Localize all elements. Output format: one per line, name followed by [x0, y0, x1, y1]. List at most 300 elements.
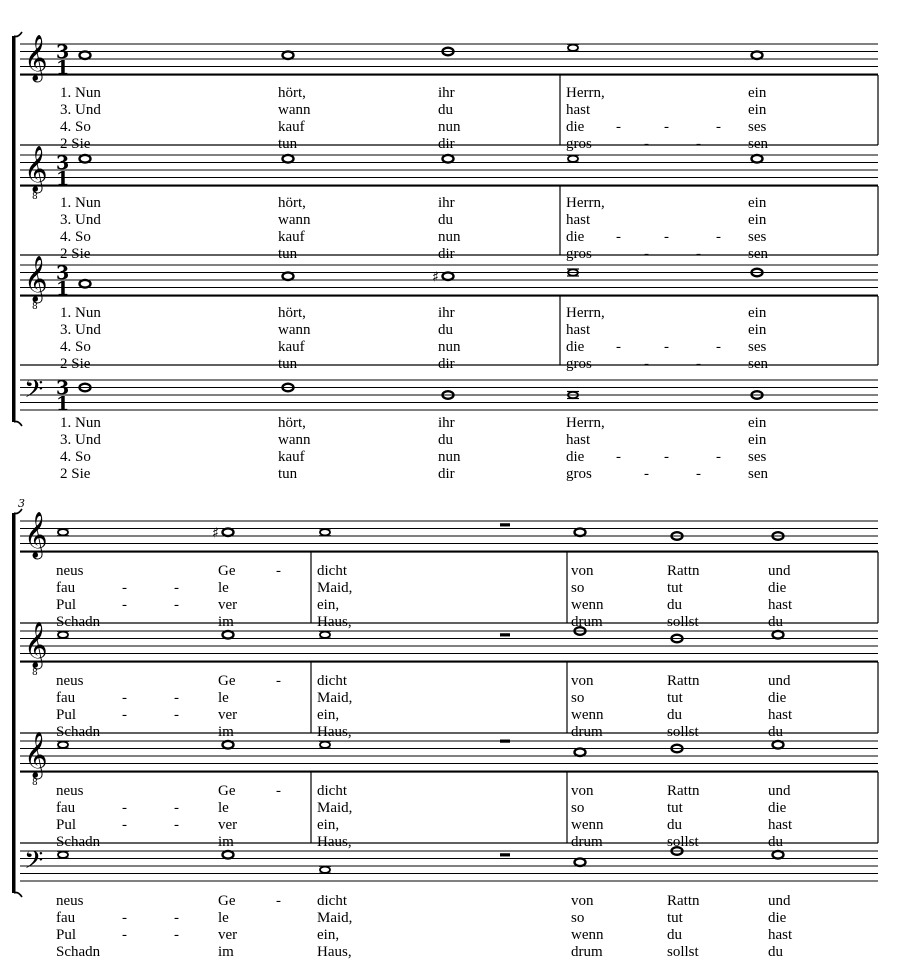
- lyric-syllable: wann: [278, 322, 311, 338]
- lyric-syllable: im: [218, 614, 234, 630]
- lyric-syllable: Pul: [56, 707, 77, 723]
- treble-clef-icon: 𝄞: [24, 256, 48, 302]
- whole-note: [752, 51, 763, 59]
- notehead: [443, 272, 454, 280]
- lyric-syllable: 1. Nun: [60, 85, 101, 101]
- lyric-syllable: Pul: [56, 817, 77, 833]
- lyric-syllable: wann: [278, 212, 311, 228]
- lyric-syllable: gros: [566, 136, 592, 152]
- breve-note: [319, 631, 331, 638]
- notehead: [568, 45, 578, 51]
- notehead: [80, 155, 91, 163]
- lyric-syllable: ses: [748, 449, 767, 465]
- breve-note: [567, 44, 579, 51]
- lyric-syllable: 3. Und: [60, 212, 101, 228]
- lyric-syllable: die: [566, 229, 585, 245]
- staff-8: [20, 851, 878, 881]
- time-signature-numerator: 3: [56, 152, 70, 174]
- lyric-hyphen: -: [174, 910, 179, 926]
- lyric-syllable: Schadn: [56, 614, 101, 630]
- lyric-hyphen: -: [664, 119, 669, 135]
- whole-note: [575, 528, 586, 536]
- lyric-syllable: die: [768, 910, 787, 926]
- sharp-icon: ♯: [432, 269, 439, 286]
- time-signature-denominator: 1: [56, 57, 70, 79]
- notehead: [283, 155, 294, 163]
- lyric-syllable: ihr: [438, 305, 455, 321]
- lyric-syllable: du: [667, 817, 682, 833]
- lyric-syllable: sen: [748, 136, 768, 152]
- lyric-syllable: dir: [438, 246, 455, 262]
- lyric-syllable: 2 Sie: [60, 136, 91, 152]
- lyric-syllable: ver: [218, 927, 238, 943]
- whole-note: [80, 155, 91, 163]
- whole-note: [283, 51, 294, 59]
- whole-note: [773, 631, 784, 639]
- lyric-syllable: fau: [56, 910, 76, 926]
- lyric-syllable: du: [768, 724, 783, 740]
- lyric-syllable: 3. Und: [60, 102, 101, 118]
- lyric-hyphen: -: [644, 136, 649, 152]
- lyric-syllable: tut: [667, 910, 683, 926]
- treble-clef-icon: 𝄞: [24, 622, 48, 668]
- lyric-syllable: Maid,: [317, 690, 353, 706]
- lyric-syllable: Rattn: [667, 673, 700, 689]
- notehead: [320, 529, 330, 535]
- lyric-hyphen: -: [616, 229, 621, 245]
- lyric-syllable: du: [768, 944, 783, 960]
- whole-rest: [500, 633, 510, 636]
- whole-note: [752, 155, 763, 163]
- system-bracket: [12, 36, 16, 422]
- lyric-syllable: so: [571, 690, 585, 706]
- lyric-syllable: neus: [56, 673, 84, 689]
- lyric-syllable: von: [571, 893, 594, 909]
- notehead: [283, 51, 294, 59]
- lyric-syllable: Herrn,: [566, 195, 605, 211]
- notehead: [320, 632, 330, 638]
- lyric-hyphen: -: [122, 800, 127, 816]
- lyric-syllable: hört,: [278, 85, 306, 101]
- lyric-hyphen: -: [716, 449, 721, 465]
- time-signature: [56, 377, 69, 415]
- notehead: [575, 858, 586, 866]
- lyric-syllable: so: [571, 800, 585, 816]
- lyric-hyphen: -: [696, 466, 701, 482]
- lyric-syllable: wann: [278, 102, 311, 118]
- lyric-syllable: le: [218, 910, 229, 926]
- lyric-syllable: sollst: [667, 724, 699, 740]
- lyric-hyphen: -: [616, 449, 621, 465]
- lyric-syllable: ein: [748, 305, 767, 321]
- breve-note: [567, 155, 579, 162]
- lyric-syllable: Rattn: [667, 563, 700, 579]
- lyric-hyphen: -: [276, 563, 281, 579]
- lyric-syllable: und: [768, 893, 791, 909]
- lyric-hyphen: -: [696, 246, 701, 262]
- lyric-syllable: 4. So: [60, 229, 91, 245]
- octave-eight-icon: 8: [32, 302, 38, 312]
- whole-note: [223, 631, 234, 639]
- lyric-hyphen: -: [174, 817, 179, 833]
- lyric-hyphen: -: [644, 246, 649, 262]
- lyric-syllable: von: [571, 783, 594, 799]
- lyric-syllable: von: [571, 563, 594, 579]
- lyric-hyphen: -: [174, 707, 179, 723]
- lyric-syllable: ein,: [317, 707, 340, 723]
- lyric-syllable: ein: [748, 432, 767, 448]
- whole-rest: [500, 853, 510, 856]
- lyric-syllable: und: [768, 673, 791, 689]
- whole-note: [223, 851, 234, 859]
- lyric-syllable: ein: [748, 195, 767, 211]
- staff-6: [20, 631, 878, 661]
- lyric-hyphen: -: [716, 119, 721, 135]
- lyric-syllable: hast: [768, 817, 793, 833]
- lyric-syllable: die: [566, 119, 585, 135]
- notehead: [58, 529, 68, 535]
- time-signature-numerator: 3: [56, 377, 70, 399]
- notehead: [320, 742, 330, 748]
- lyric-syllable: du: [438, 212, 453, 228]
- lyric-syllable: fau: [56, 800, 76, 816]
- lyric-hyphen: -: [716, 339, 721, 355]
- lyric-hyphen: -: [664, 449, 669, 465]
- bass-clef-icon: 𝄢: [24, 375, 44, 410]
- lyric-hyphen: -: [174, 690, 179, 706]
- treble-clef-icon: 𝄞: [24, 512, 48, 558]
- lyric-syllable: wenn: [571, 707, 604, 723]
- lyric-syllable: sen: [748, 356, 768, 372]
- lyric-syllable: hast: [768, 597, 793, 613]
- lyric-syllable: neus: [56, 563, 84, 579]
- lyric-syllable: du: [438, 322, 453, 338]
- lyric-syllable: dir: [438, 136, 455, 152]
- notehead: [568, 156, 578, 162]
- lyric-hyphen: -: [616, 119, 621, 135]
- system-1: [12, 32, 22, 426]
- lyric-syllable: hast: [566, 322, 591, 338]
- lyric-syllable: neus: [56, 783, 84, 799]
- lyric-syllable: nun: [438, 449, 461, 465]
- lyric-syllable: fau: [56, 580, 76, 596]
- lyric-syllable: Herrn,: [566, 305, 605, 321]
- breve-note: [57, 631, 69, 638]
- lyric-hyphen: -: [122, 817, 127, 833]
- lyric-hyphen: -: [122, 910, 127, 926]
- lyric-syllable: von: [571, 673, 594, 689]
- lyric-syllable: im: [218, 724, 234, 740]
- lyric-syllable: neus: [56, 893, 84, 909]
- lyric-syllable: Ge: [218, 783, 236, 799]
- lyric-syllable: ses: [748, 339, 767, 355]
- lyric-syllable: 1. Nun: [60, 415, 101, 431]
- lyric-syllable: die: [566, 449, 585, 465]
- lyric-syllable: 3. Und: [60, 432, 101, 448]
- time-signature-denominator: 1: [56, 168, 70, 190]
- lyric-syllable: du: [667, 597, 682, 613]
- notehead: [752, 155, 763, 163]
- lyric-hyphen: -: [174, 597, 179, 613]
- octave-eight-icon: 8: [32, 668, 38, 678]
- breve-note: [57, 741, 69, 748]
- lyric-syllable: sen: [748, 466, 768, 482]
- lyric-syllable: nun: [438, 339, 461, 355]
- system-bracket: [12, 513, 16, 893]
- lyric-syllable: Pul: [56, 597, 77, 613]
- lyric-syllable: 2 Sie: [60, 356, 91, 372]
- lyric-syllable: wenn: [571, 597, 604, 613]
- bracket-top: [14, 32, 22, 37]
- lyric-syllable: im: [218, 944, 234, 960]
- lyric-hyphen: -: [696, 136, 701, 152]
- lyric-syllable: 1. Nun: [60, 305, 101, 321]
- lyric-syllable: sollst: [667, 614, 699, 630]
- lyric-syllable: dir: [438, 356, 455, 372]
- lyric-syllable: tun: [278, 356, 298, 372]
- lyric-syllable: gros: [566, 356, 592, 372]
- lyric-syllable: ihr: [438, 85, 455, 101]
- lyric-hyphen: -: [276, 893, 281, 909]
- time-signature: [56, 262, 69, 300]
- whole-note: [80, 51, 91, 59]
- whole-note: [80, 280, 91, 288]
- lyric-syllable: die: [768, 580, 787, 596]
- lyric-syllable: Haus,: [317, 614, 352, 630]
- lyric-syllable: hört,: [278, 195, 306, 211]
- notehead: [223, 631, 234, 639]
- whole-note: [283, 272, 294, 280]
- lyric-syllable: nun: [438, 119, 461, 135]
- lyric-syllable: Pul: [56, 927, 77, 943]
- whole-note: [575, 858, 586, 866]
- whole-note: [443, 272, 454, 280]
- time-signature-numerator: 3: [56, 262, 70, 284]
- lyric-syllable: ihr: [438, 195, 455, 211]
- lyric-syllable: tun: [278, 466, 298, 482]
- notehead: [223, 851, 234, 859]
- whole-note: [575, 748, 586, 756]
- lyric-hyphen: -: [276, 783, 281, 799]
- whole-note: [773, 741, 784, 749]
- lyric-syllable: fau: [56, 690, 76, 706]
- lyric-syllable: hast: [566, 102, 591, 118]
- notehead: [80, 51, 91, 59]
- lyric-syllable: Ge: [218, 563, 236, 579]
- bracket-bottom: [14, 893, 22, 898]
- treble-clef-icon: 𝄞: [24, 146, 48, 192]
- lyric-syllable: Haus,: [317, 724, 352, 740]
- lyric-syllable: dicht: [317, 893, 347, 909]
- whole-note: [223, 741, 234, 749]
- lyric-syllable: so: [571, 910, 585, 926]
- lyric-hyphen: -: [122, 927, 127, 943]
- lyric-hyphen: -: [122, 707, 127, 723]
- notehead: [80, 280, 91, 288]
- lyric-syllable: tut: [667, 800, 683, 816]
- lyric-syllable: Haus,: [317, 834, 352, 850]
- lyric-syllable: du: [768, 834, 783, 850]
- lyric-hyphen: -: [664, 339, 669, 355]
- lyric-syllable: 3. Und: [60, 322, 101, 338]
- octave-eight-icon: 8: [32, 192, 38, 202]
- notehead: [320, 867, 330, 873]
- staff-5: [20, 521, 878, 551]
- lyric-syllable: hast: [566, 432, 591, 448]
- staff-7: [20, 741, 878, 771]
- notehead: [773, 741, 784, 749]
- time-signature-denominator: 1: [56, 393, 70, 415]
- lyric-syllable: die: [566, 339, 585, 355]
- lyric-syllable: du: [438, 432, 453, 448]
- lyric-hyphen: -: [174, 927, 179, 943]
- lyric-syllable: nun: [438, 229, 461, 245]
- lyric-syllable: ein,: [317, 817, 340, 833]
- lyric-syllable: Maid,: [317, 800, 353, 816]
- lyric-syllable: du: [768, 614, 783, 630]
- time-signature: [56, 152, 69, 190]
- lyric-syllable: dicht: [317, 563, 347, 579]
- lyric-syllable: 4. So: [60, 449, 91, 465]
- lyric-syllable: hast: [768, 927, 793, 943]
- lyric-hyphen: -: [696, 356, 701, 372]
- notehead: [58, 852, 68, 858]
- bass-clef-icon: 𝄢: [24, 846, 44, 881]
- lyric-syllable: kauf: [278, 339, 305, 355]
- lyric-syllable: ein: [748, 102, 767, 118]
- lyric-syllable: Ge: [218, 893, 236, 909]
- lyric-syllable: drum: [571, 834, 603, 850]
- measure-number: 3: [18, 497, 25, 510]
- lyric-syllable: du: [438, 102, 453, 118]
- lyric-syllable: ver: [218, 597, 238, 613]
- lyric-hyphen: -: [122, 690, 127, 706]
- lyric-syllable: die: [768, 800, 787, 816]
- lyric-syllable: ses: [748, 229, 767, 245]
- lyric-syllable: kauf: [278, 449, 305, 465]
- lyric-syllable: drum: [571, 724, 603, 740]
- lyric-syllable: Rattn: [667, 783, 700, 799]
- lyric-syllable: wann: [278, 432, 311, 448]
- whole-rest: [500, 740, 510, 743]
- lyric-syllable: dicht: [317, 783, 347, 799]
- lyric-syllable: hast: [768, 707, 793, 723]
- lyric-syllable: Schadn: [56, 834, 101, 850]
- lyric-hyphen: -: [122, 597, 127, 613]
- lyric-syllable: 4. So: [60, 119, 91, 135]
- lyric-syllable: gros: [566, 246, 592, 262]
- lyric-syllable: tun: [278, 136, 298, 152]
- lyric-hyphen: -: [716, 229, 721, 245]
- notehead: [443, 155, 454, 163]
- notehead: [752, 51, 763, 59]
- lyric-syllable: le: [218, 580, 229, 596]
- lyric-syllable: tun: [278, 246, 298, 262]
- lyric-syllable: 4. So: [60, 339, 91, 355]
- lyric-syllable: ein,: [317, 927, 340, 943]
- octave-eight-icon: 8: [32, 778, 38, 788]
- treble-clef-icon: 𝄞: [24, 732, 48, 778]
- lyric-syllable: Maid,: [317, 580, 353, 596]
- breve-note: [319, 741, 331, 748]
- staff-2: [20, 155, 878, 185]
- lyric-syllable: ein,: [317, 597, 340, 613]
- breve-note: [319, 529, 331, 536]
- lyric-syllable: gros: [566, 466, 592, 482]
- lyric-syllable: Schadn: [56, 944, 101, 960]
- lyric-syllable: sollst: [667, 834, 699, 850]
- lyric-syllable: wenn: [571, 927, 604, 943]
- lyric-syllable: ver: [218, 707, 238, 723]
- lyric-syllable: kauf: [278, 119, 305, 135]
- lyric-syllable: so: [571, 580, 585, 596]
- sharp-icon: ♯: [212, 525, 219, 542]
- lyric-syllable: sollst: [667, 944, 699, 960]
- notehead: [283, 272, 294, 280]
- lyric-syllable: tut: [667, 580, 683, 596]
- notehead: [773, 631, 784, 639]
- lyric-syllable: ses: [748, 119, 767, 135]
- notehead: [575, 748, 586, 756]
- lyric-syllable: ein: [748, 415, 767, 431]
- bracket-bottom: [14, 422, 22, 427]
- whole-note: [443, 155, 454, 163]
- lyric-syllable: und: [768, 783, 791, 799]
- lyric-syllable: ein: [748, 322, 767, 338]
- lyric-syllable: Herrn,: [566, 415, 605, 431]
- lyric-syllable: Schadn: [56, 724, 101, 740]
- time-signature-denominator: 1: [56, 278, 70, 300]
- lyric-syllable: hört,: [278, 415, 306, 431]
- lyric-syllable: ein: [748, 212, 767, 228]
- lyric-syllable: 2 Sie: [60, 246, 91, 262]
- lyric-syllable: Haus,: [317, 944, 352, 960]
- breve-note: [57, 851, 69, 858]
- lyric-syllable: hört,: [278, 305, 306, 321]
- lyric-syllable: kauf: [278, 229, 305, 245]
- lyric-hyphen: -: [276, 673, 281, 689]
- lyric-hyphen: -: [644, 356, 649, 372]
- time-signature: [56, 41, 69, 79]
- lyric-syllable: sen: [748, 246, 768, 262]
- lyric-hyphen: -: [616, 339, 621, 355]
- lyric-hyphen: -: [122, 580, 127, 596]
- notehead: [575, 528, 586, 536]
- staff-4: [20, 380, 878, 410]
- lyric-syllable: tut: [667, 690, 683, 706]
- lyric-syllable: hast: [566, 212, 591, 228]
- lyric-syllable: 1. Nun: [60, 195, 101, 211]
- lyric-syllable: du: [667, 707, 682, 723]
- notehead: [58, 742, 68, 748]
- lyric-syllable: ver: [218, 817, 238, 833]
- lyric-syllable: ihr: [438, 415, 455, 431]
- lyric-syllable: Herrn,: [566, 85, 605, 101]
- lyric-hyphen: -: [174, 800, 179, 816]
- notehead: [223, 741, 234, 749]
- lyric-syllable: Ge: [218, 673, 236, 689]
- lyric-syllable: drum: [571, 614, 603, 630]
- lyric-syllable: drum: [571, 944, 603, 960]
- breve-note: [57, 529, 69, 536]
- lyric-hyphen: -: [644, 466, 649, 482]
- treble-clef-icon: 𝄞: [24, 35, 48, 81]
- lyric-syllable: dir: [438, 466, 455, 482]
- lyric-syllable: ein: [748, 85, 767, 101]
- lyric-hyphen: -: [174, 580, 179, 596]
- lyric-syllable: Rattn: [667, 893, 700, 909]
- time-signature-numerator: 3: [56, 41, 70, 63]
